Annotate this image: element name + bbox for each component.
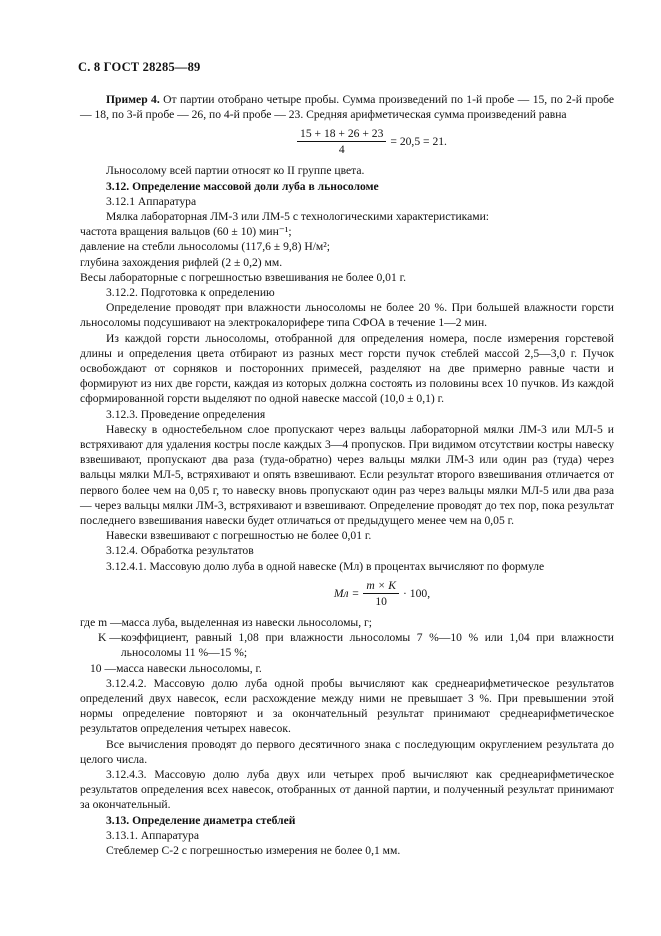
definition-m (80, 615, 614, 630)
procedure-paragraph-2: Навески взвешивают с погрешностью не более 0,01 г. (106, 529, 372, 543)
document-body (80, 92, 614, 858)
example-formula-result: = 20,5 = 21. (390, 135, 447, 149)
page-header: С. 8 ГОСТ 28285—89 (78, 60, 201, 74)
section-3-12-heading: 3.12. Определение массовой доли луба в льносоломе (106, 179, 379, 193)
section-3-12-4-2-paragraph-2: Все вычисления проводят до первого десятичного знака с последующим округлением результата до целого числа. (80, 737, 614, 766)
section-3-12-1-title: 3.12.1 Аппаратура (106, 194, 197, 208)
definition-m-key: где m — (80, 615, 122, 629)
equipment-line-1: Мялка лабораторная ЛМ-3 или ЛМ-5 с технологическими характеристиками: (106, 210, 490, 224)
preparation-paragraph-2: Из каждой горсти льносоломы, отобранной для определения номера, после измерения горстевой длины и определения цвета отбирают из разных мест горсти пучок стеблей массой 2,5—3,0 г. Пучок освобождают от сорняков и посторонних примесей, разделяют на две примерно равные части и формируют из них две горсти, каждая из которых должна состоять из половины всех 10 пучков. Из каждой сформированной горсти выделяют по одной навеске массой (10,0 ± 0,1) г. (80, 331, 614, 406)
example-label: Пример 4. (106, 93, 160, 106)
section-3-12-2-title: 3.12.2. Подготовка к определению (106, 286, 275, 300)
equipment-line-3: давление на стебли льносоломы (117,6 ± 9,8) Н/м²; (80, 240, 330, 254)
definition-k-value: коэффициент, равный 1,08 при влажности льносоломы 7 %—10 % или 1,04 при влажности льносоломы 11 %—15 %; (120, 631, 614, 660)
section-3-12-4-title: 3.12.4. Обработка результатов (106, 544, 254, 558)
formula-denominator: 10 (375, 594, 387, 608)
example-paragraph (80, 92, 614, 122)
formula-lhs: Mл = (333, 586, 360, 600)
lub-mass-formula (80, 578, 614, 609)
formula-numerator: m × K (363, 578, 399, 594)
definition-k-key: K — (98, 631, 121, 645)
preparation-paragraph-1: Определение проводят при влажности льносоломы не более 20 %. При большей влажности горсти льносоломы подсушивают на электрокалорифере типа СФОА в течение 1—2 мин. (80, 301, 614, 330)
example-formula-numerator: 15 + 18 + 26 + 23 (297, 126, 386, 142)
example-conclusion: Льносолому всей партии относят ко II группе цвета. (106, 164, 365, 178)
example-formula (80, 126, 614, 157)
example-fraction (297, 126, 386, 157)
formula-fraction (363, 578, 399, 609)
section-3-12-4-2-paragraph-1: 3.12.4.2. Массовую долю луба одной пробы вычисляют как среднеарифметическое результатов определений двух навесок, если расхождение между ними не превышает 3 %. При превышении этой нормы определение повторяют и за окончательный результат принимают среднеарифметическое результатов определения четырех навесок. (80, 676, 614, 736)
formula-tail: · 100, (403, 586, 431, 600)
definition-10-value: масса навески льносоломы, г. (116, 661, 262, 675)
equipment-line-5: Весы лабораторные с погрешностью взвешивания не более 0,01 г. (80, 270, 406, 284)
definition-10 (90, 661, 614, 676)
section-3-12-4-1-text: 3.12.4.1. Массовую долю луба в одной навеске (Mл) в процентах вычисляют по формуле (106, 559, 545, 573)
definition-k (98, 630, 614, 660)
section-3-13-1-title: 3.13.1. Аппаратура (106, 828, 200, 842)
section-3-12-3-title: 3.12.3. Проведение определения (106, 407, 266, 421)
equipment-line-2: частота вращения вальцов (60 ± 10) мин⁻¹; (80, 225, 292, 239)
example-formula-denominator: 4 (338, 143, 345, 157)
section-3-13-1-text: Стеблемер С-2 с погрешностью измерения не более 0,1 мм. (106, 843, 401, 857)
definition-m-value: масса луба, выделенная из навески льносоломы, г; (121, 615, 372, 629)
definition-10-key: 10 — (90, 661, 117, 675)
section-3-12-4-3-paragraph: 3.12.4.3. Массовую долю луба двух или четырех проб вычисляют как среднеарифметическое результатов определения всех навесок, отобранных от данной партии, и полученный результат принимают за окончательный. (80, 767, 614, 812)
procedure-paragraph-1: Навеску в одностебельном слое пропускают через вальцы лабораторной мялки ЛМ-3 или МЛ-5 и встряхивают для удаления костры после каждых 3—4 пропусков. При видимом отсутствии костры навеску взвешивают, пропускают два раза (туда-обратно) через вальцы мялки ЛМ-3 или один раз (туда) через вальцы мялки МЛ-5, встряхивают и опять взвешивают. Если результат второго взвешивания отличается от первого более чем на 0,05 г, то навеску вновь пропускают один раз через вальцы мялки МЛ-5 или два раза — через вальцы мялки ЛМ-3, встряхивают и взвешивают. Определение проводят до тех пор, пока результат последнего взвешивания навески будет отличаться от предыдущего менее чем на 0,05 г. (80, 422, 614, 528)
section-3-13-heading: 3.13. Определение диаметра стеблей (106, 813, 296, 827)
example-text: От партии отобрано четыре пробы. Сумма произведений по 1-й пробе — 15, по 2-й пробе — 18, по 3-й пробе — 26, по 4-й пробе — 23. Средняя арифметическая сумма произведений равна (80, 93, 615, 122)
equipment-line-4: глубина захождения рифлей (2 ± 0,2) мм. (80, 255, 283, 269)
